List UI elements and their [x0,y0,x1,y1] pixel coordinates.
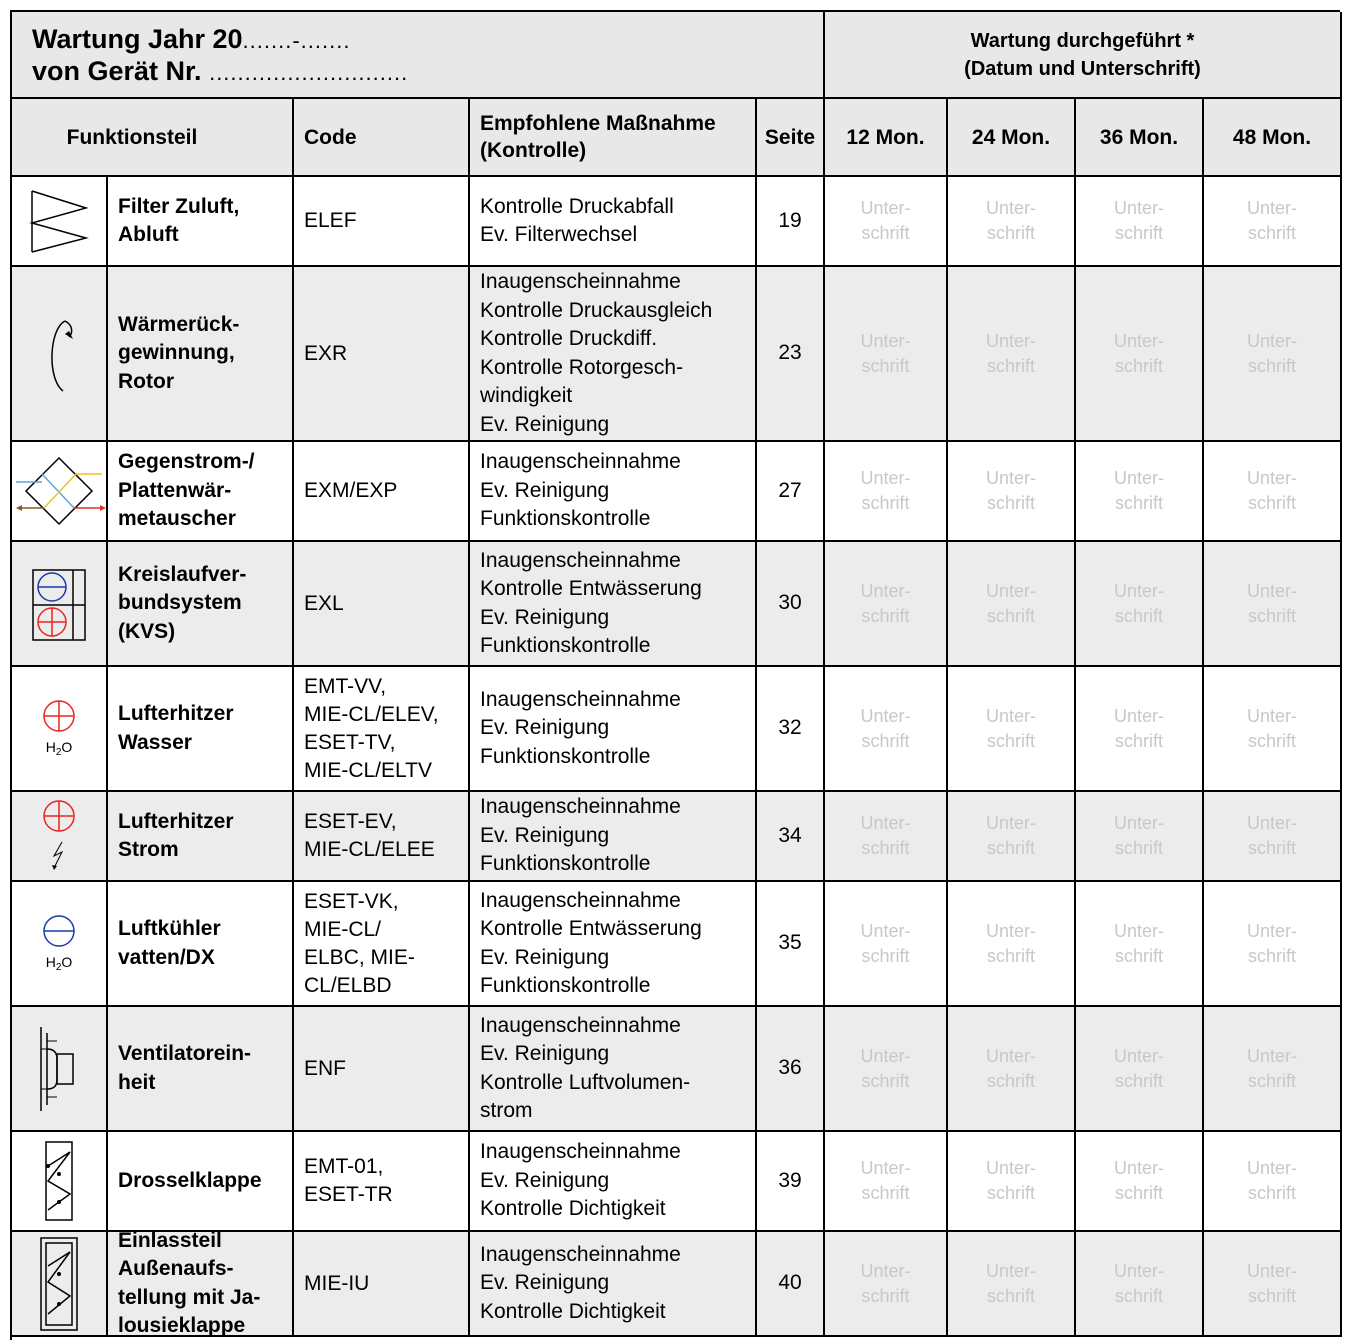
name-line: Einlassteil [118,1232,222,1252]
signature-field-24-mon[interactable] [948,1007,1076,1132]
air-cooler-icon [12,882,108,1007]
code-line: EXR [304,341,348,365]
title-line2: von Gerät Nr. [32,56,202,86]
signature-placeholder-line: schrift [861,945,910,966]
measures-line: Kontrolle Dichtigkeit [480,1299,666,1323]
name-line: Strom [118,838,179,861]
signature-placeholder-line: schrift [986,945,1035,966]
signature-placeholder-line: Unter- [1246,1045,1297,1066]
component-code [294,1007,470,1132]
measures-line: strom [480,1099,533,1122]
recommended-measure [470,1007,757,1132]
measures-line: Kontrolle Druckabfall [480,194,674,218]
code-line: EMT-01, [304,1155,384,1178]
name-line: Wasser [118,730,192,754]
signature-placeholder-line: schrift [1247,1285,1296,1306]
signature-placeholder-line: schrift [861,493,910,513]
measures-line: Funktionskontrolle [480,634,651,657]
recommended-measure [470,267,757,442]
page-number: 40 [757,1232,825,1337]
signature-field-12-mon[interactable] [825,542,948,667]
electric-heater-icon [12,792,108,882]
signature-placeholder-line: Unter- [1113,1158,1164,1178]
signature-field-48-mon[interactable] [1204,882,1342,1007]
measures-line: Inaugenscheinnahme [480,888,681,912]
signature-field-48-mon[interactable] [1204,542,1342,667]
signature-field-24-mon[interactable] [948,1232,1076,1337]
recommended-measure [470,792,757,882]
component-code [294,177,470,267]
component-code [294,792,470,882]
col-funktionsteil: Funktionsteil [12,99,294,177]
year-field[interactable]: .......-....... [242,28,351,53]
component-name [108,542,294,667]
recommended-measure [470,1232,757,1337]
name-line: Außenaufs- [118,1257,234,1280]
signature-placeholder-line: schrift [861,838,910,858]
signature-field-36-mon[interactable] [1076,177,1204,267]
name-line: Wärmerück- [118,312,240,336]
signature-placeholder-line: Unter- [860,468,911,488]
name-line: vatten/DX [118,945,215,969]
signature-placeholder-line: Unter- [1113,705,1164,726]
signature-placeholder-line: schrift [861,355,910,376]
signature-placeholder-line: Unter- [985,198,1036,218]
component-code [294,542,470,667]
name-line: Rotor [118,369,174,393]
measures-line: Ev. Reinigung [480,1042,610,1065]
code-line: EMT-VV, [304,674,387,698]
signature-placeholder-line: schrift [1247,493,1296,513]
measures-line: Inaugenscheinnahme [480,450,681,474]
signature-placeholder-line: schrift [986,223,1035,243]
code-line: MIE-CL/ [304,917,382,941]
measures-line: Kontrolle Luftvolumen- [480,1070,691,1094]
measures-line: windigkeit [480,384,573,407]
signature-placeholder-line: Unter- [985,1158,1036,1178]
signature-placeholder-line: Unter- [985,1045,1036,1066]
signature-placeholder-line: Unter- [1113,920,1164,941]
col-48-mon: 48 Mon. [1204,99,1342,177]
signature-field-24-mon[interactable] [948,177,1076,267]
code-line: MIE-CL/ELTV [304,758,432,782]
page-number: 30 [757,542,825,667]
signature-placeholder-line: schrift [861,730,910,751]
signature-field-12-mon[interactable] [825,177,948,267]
signature-placeholder-line: Unter- [1246,813,1297,833]
signature-placeholder-line: schrift [986,1183,1035,1203]
signature-placeholder-line: Unter- [860,198,911,218]
signature-placeholder-line: Unter- [1113,330,1164,351]
code-line: MIE-IU [304,1271,370,1295]
measures-line: Funktionskontrolle [480,744,651,768]
name-line: (KVS) [118,619,176,643]
filter-icon [12,177,108,267]
signature-placeholder-line: schrift [861,1183,910,1203]
signature-field-12-mon[interactable] [825,1007,948,1132]
signature-field-12-mon[interactable] [825,267,948,442]
form-title [12,12,825,99]
name-line: tellung mit Ja- [118,1285,261,1309]
svg-text:H2O: $H_2O$ [45,953,73,973]
signature-placeholder-line: Unter- [1246,198,1297,218]
signature-placeholder-line: schrift [986,1070,1035,1091]
signature-placeholder-line: Unter- [1246,705,1297,726]
signature-placeholder-line: schrift [986,1285,1035,1306]
signature-field-36-mon[interactable] [1076,882,1204,1007]
signature-field-24-mon[interactable] [948,542,1076,667]
measures-line: Kontrolle Dichtigkeit [480,1197,666,1221]
name-line: bundsystem [118,591,242,615]
signature-placeholder-line: Unter- [1113,813,1164,833]
measures-line: Ev. Reinigung [480,1168,610,1192]
signature-field-48-mon[interactable] [1204,267,1342,442]
signature-placeholder-line: schrift [861,1070,910,1091]
damper-icon [12,1132,108,1232]
page-number: 39 [757,1132,825,1232]
signature-placeholder-line: schrift [1114,1285,1163,1306]
signature-field-12-mon[interactable] [825,667,948,792]
measures-line: Kontrolle Druckausgleich [480,298,713,322]
signature-placeholder-line: Unter- [985,705,1036,726]
name-line: Lufterhitzer [118,809,234,833]
measures-line: Inaugenscheinnahme [480,1140,681,1164]
component-code [294,882,470,1007]
col-24-mon: 24 Mon. [948,99,1076,177]
signature-field-24-mon[interactable] [948,1132,1076,1232]
col-massnahme: Empfohlene Maßnahme (Kontrolle) [470,99,757,177]
signature-field-48-mon[interactable] [1204,667,1342,792]
signature-field-36-mon[interactable] [1076,442,1204,542]
measures-line: Inaugenscheinnahme [480,1013,681,1037]
signature-placeholder-line: Unter- [1113,468,1164,488]
maintenance-table [10,10,1340,1340]
signature-placeholder-line: Unter- [1246,1260,1297,1281]
signature-placeholder-line: Unter- [860,813,911,833]
signature-field-24-mon[interactable] [948,442,1076,542]
recommended-measure [470,667,757,792]
measures-line: Funktionskontrolle [480,507,651,531]
signature-field-36-mon[interactable] [1076,542,1204,667]
page-number: 35 [757,882,825,1007]
measures-line: Ev. Reinigung [480,605,610,629]
signature-field-12-mon[interactable] [825,882,948,1007]
signature-placeholder-line: schrift [861,1285,910,1306]
signature-placeholder-line: Unter- [860,1158,911,1178]
component-code [294,1232,470,1337]
measures-line: Funktionskontrolle [480,974,651,997]
component-code [294,267,470,442]
name-line: lousieklappe [118,1314,246,1337]
plate-heat-exchanger-icon [12,442,108,542]
recommended-measure [470,442,757,542]
signature-field-36-mon[interactable] [1076,1007,1204,1132]
signature-placeholder-line: Unter- [985,580,1036,601]
name-line: Luftkühler [118,917,221,940]
signature-field-48-mon[interactable] [1204,1132,1342,1232]
recommended-measure [470,882,757,1007]
signature-placeholder-line: schrift [1247,355,1296,376]
signature-field-36-mon[interactable] [1076,667,1204,792]
signature-placeholder-line: Unter- [1113,1045,1164,1066]
signature-placeholder-line: Unter- [1246,920,1297,941]
code-line: EXM/EXP [304,479,398,502]
signature-placeholder-line: Unter- [985,813,1036,833]
name-line: Kreislaufver- [118,562,247,586]
signature-placeholder-line: Unter- [985,330,1036,351]
code-line: ESET-EV, [304,810,397,833]
kvs-icon [12,542,108,667]
signature-placeholder-line: Unter- [860,580,911,601]
signature-field-36-mon[interactable] [1076,1232,1204,1337]
code-line: ESET-TV, [304,730,396,754]
signature-field-48-mon[interactable] [1204,1232,1342,1337]
signature-field-36-mon[interactable] [1076,792,1204,882]
signature-placeholder-line: schrift [1114,355,1163,376]
svg-text:H2O: $H_2O$ [45,738,73,758]
code-line: ELBC, MIE- [304,945,415,969]
signature-placeholder-line: schrift [1114,838,1163,858]
rotor-icon [12,267,108,442]
inlet-damper-icon [12,1232,108,1337]
signature-field-48-mon[interactable] [1204,792,1342,882]
page-number: 19 [757,177,825,267]
signature-placeholder-line: Unter- [860,1045,911,1066]
code-line: MIE-CL/ELEV, [304,702,439,726]
signature-field-12-mon[interactable] [825,442,948,542]
signature-placeholder-line: schrift [1114,223,1163,243]
component-code [294,442,470,542]
signature-placeholder-line: Unter- [1246,580,1297,601]
signature-placeholder-line: schrift [1114,1183,1163,1203]
signature-placeholder-line: schrift [1114,1070,1163,1091]
fan-icon [12,1007,108,1132]
signature-placeholder-line: schrift [986,730,1035,751]
signature-placeholder-line: Unter- [1246,468,1297,488]
page-number: 34 [757,792,825,882]
signature-placeholder-line: Unter- [1246,1158,1297,1178]
signature-placeholder-line: schrift [861,223,910,243]
signature-placeholder-line: schrift [1247,838,1296,858]
measures-line: Funktionskontrolle [480,852,651,876]
measures-line: Ev. Filterwechsel [480,223,638,246]
measures-line: Inaugenscheinnahme [480,548,681,572]
code-line: MIE-CL/ELEE [304,838,435,861]
signature-field-48-mon[interactable] [1204,442,1342,542]
measures-line: Inaugenscheinnahme [480,687,681,711]
col-36-mon: 36 Mon. [1076,99,1204,177]
measures-line: Inaugenscheinnahme [480,795,681,819]
signature-placeholder-line: Unter- [860,330,911,351]
page-number: 23 [757,267,825,442]
signature-placeholder-line: schrift [1114,493,1163,513]
code-line: ESET-VK, [304,889,399,913]
signature-field-48-mon[interactable] [1204,177,1342,267]
signature-field-24-mon[interactable] [948,882,1076,1007]
signature-placeholder-line: schrift [1247,223,1296,243]
signature-placeholder-line: Unter- [985,468,1036,488]
component-name [108,177,294,267]
measures-line: Inaugenscheinnahme [480,1242,681,1266]
measures-line: Kontrolle Entwässerung [480,577,702,600]
component-name [108,1132,294,1232]
name-line: Filter Zuluft, [118,194,240,218]
signature-placeholder-line: Unter- [1113,198,1164,218]
signature-field-24-mon[interactable] [948,267,1076,442]
name-line: metauscher [118,507,236,531]
recommended-measure [470,1132,757,1232]
measures-line: Inaugenscheinnahme [480,270,681,293]
signature-placeholder-line: schrift [986,493,1035,513]
name-line: Plattenwär- [118,478,232,502]
signature-placeholder-line: schrift [1114,730,1163,751]
name-line: Drosselklappe [118,1168,262,1192]
maintenance-done-header: Wartung durchgeführt * (Datum und Unterschrift) [825,12,1342,99]
signature-placeholder-line: schrift [986,355,1035,376]
measures-line: Ev. Reinigung [480,823,610,847]
signature-field-12-mon[interactable] [825,1132,948,1232]
component-code [294,667,470,792]
col-code: Code [294,99,470,177]
measures-line: Kontrolle Druckdiff. [480,327,658,350]
component-name [108,882,294,1007]
signature-field-12-mon[interactable] [825,792,948,882]
code-line: ENF [304,1056,346,1080]
signature-placeholder-line: schrift [986,838,1035,858]
signature-placeholder-line: schrift [1247,945,1296,966]
signature-placeholder-line: schrift [1114,605,1163,626]
component-name [108,442,294,542]
signature-placeholder-line: Unter- [1113,580,1164,601]
signature-field-48-mon[interactable] [1204,1007,1342,1132]
component-code [294,1132,470,1232]
code-line: EXL [304,591,344,615]
signature-placeholder-line: schrift [861,605,910,626]
signature-placeholder-line: schrift [1247,605,1296,626]
signature-placeholder-line: Unter- [985,1260,1036,1281]
measures-line: Ev. Reinigung [480,716,610,740]
component-name [108,267,294,442]
page-number: 36 [757,1007,825,1132]
name-line: Gegenstrom-/ [118,450,255,474]
title-line1: Wartung Jahr 20 [32,24,243,54]
name-line: heit [118,1070,156,1094]
device-number-field[interactable]: ............................ [209,60,409,85]
code-line: ESET-TR [304,1183,393,1206]
component-name [108,1007,294,1132]
signature-placeholder-line: Unter- [1246,330,1297,351]
name-line: Abluft [118,223,179,246]
component-name [108,1232,294,1337]
name-line: gewinnung, [118,341,235,365]
col-12-mon: 12 Mon. [825,99,948,177]
page-number: 27 [757,442,825,542]
recommended-measure [470,542,757,667]
measures-line: Kontrolle Rotorgesch- [480,355,684,379]
measures-line: Ev. Reinigung [480,478,610,502]
signature-field-24-mon[interactable] [948,792,1076,882]
signature-placeholder-line: Unter- [860,920,911,941]
signature-field-12-mon[interactable] [825,1232,948,1337]
recommended-measure [470,177,757,267]
page-number: 32 [757,667,825,792]
signature-placeholder-line: Unter- [985,920,1036,941]
measures-line: Kontrolle Entwässerung [480,917,702,940]
signature-field-24-mon[interactable] [948,667,1076,792]
signature-placeholder-line: schrift [986,605,1035,626]
name-line: Lufterhitzer [118,702,234,725]
measures-line: Ev. Reinigung [480,412,610,436]
signature-placeholder-line: schrift [1247,1183,1296,1203]
signature-placeholder-line: schrift [1247,730,1296,751]
col-seite: Seite [757,99,825,177]
signature-placeholder-line: Unter- [860,705,911,726]
signature-field-36-mon[interactable] [1076,1132,1204,1232]
signature-placeholder-line: Unter- [1113,1260,1164,1281]
code-line: ELEF [304,209,357,232]
measures-line: Ev. Reinigung [480,945,610,969]
component-name [108,792,294,882]
water-heater-icon [12,667,108,792]
signature-field-36-mon[interactable] [1076,267,1204,442]
name-line: Ventilatorein- [118,1042,252,1065]
code-line: CL/ELBD [304,973,392,997]
signature-placeholder-line: Unter- [860,1260,911,1281]
measures-line: Ev. Reinigung [480,1271,610,1295]
signature-placeholder-line: schrift [1247,1070,1296,1091]
component-name [108,667,294,792]
signature-placeholder-line: schrift [1114,945,1163,966]
